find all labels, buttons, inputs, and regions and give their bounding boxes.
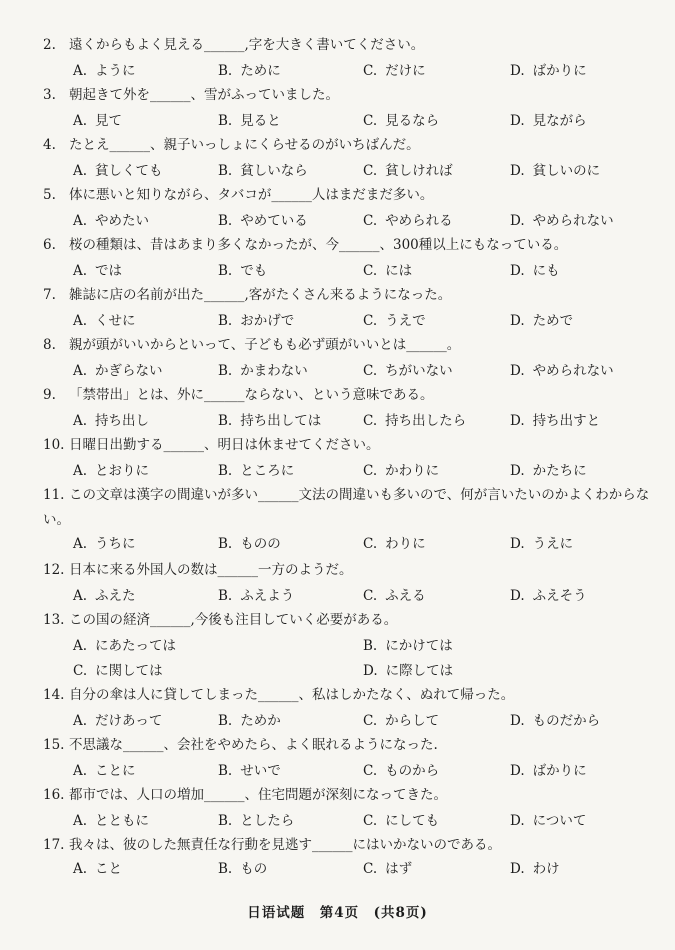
options-row [73,460,663,482]
option-letter: D. [510,63,525,79]
option-letter: D. [510,413,525,429]
option-letter: B. [218,63,233,79]
question-text: 雑誌に店の名前が出た______,客がたくさん来るようになった。 [69,287,452,303]
option-letter: D. [510,313,525,329]
option-letter: D. [510,813,525,829]
option-text: かまわない [240,363,308,379]
option-text: 見るなら [385,113,440,129]
option-text: せいで [240,763,281,779]
option-text: だけあって [95,713,163,729]
option-text: 貧しいなら [240,163,308,179]
question-text: 朝起きて外を______、雪がふっていました。 [69,87,339,103]
option-letter: A. [73,113,88,129]
option-letter: A. [73,313,88,329]
answer-option [510,460,587,482]
question-number: 6. [43,237,56,253]
options-row [73,310,663,332]
answer-option [218,210,308,232]
answer-option [218,810,294,832]
option-text: ように [95,63,136,79]
option-text: 持ち出すと [532,413,601,429]
option-letter: B. [218,713,233,729]
option-text: 貧しくても [95,163,163,179]
option-letter: D. [510,263,525,279]
option-letter: A. [73,263,88,279]
option-letter: D. [510,536,525,552]
options-row [73,760,663,782]
question-stem [43,683,655,707]
option-text: ものの [240,536,281,552]
option-letter: C. [363,363,378,379]
answer-option [218,360,308,382]
option-letter: C. [363,313,378,329]
answer-option [510,585,587,607]
option-text: くせに [95,313,136,329]
option-letter: B. [218,113,233,129]
answer-option [510,710,600,732]
question-text: 不思議な______、会社をやめたら、よく眠れるようになった. [69,737,438,753]
option-letter: C. [363,163,378,179]
option-letter: C. [363,63,378,79]
option-text: では [95,263,123,279]
answer-option [363,460,439,482]
option-letter: B. [218,363,233,379]
answer-option [218,858,267,880]
answer-option [73,260,122,282]
answer-option [510,858,560,880]
option-letter: D. [363,663,378,679]
option-letter: C. [363,536,378,552]
option-text: ところに [240,463,295,479]
option-letter: B. [218,313,233,329]
answer-option [510,60,587,82]
question-number: 17. [43,837,65,853]
answer-option [218,60,281,82]
answer-option [363,635,453,657]
question-stem [43,833,655,857]
option-text: ふえる [385,588,426,604]
options-row [73,810,663,832]
answer-option [510,260,560,282]
question-stem [43,733,655,757]
answer-option [363,110,439,132]
option-text: 持ち出しては [240,413,322,429]
option-text: からして [385,713,440,729]
answer-option [73,60,136,82]
question-stem [43,483,655,533]
option-text: ためで [532,313,574,329]
question-number: 3. [43,87,56,103]
option-letter: B. [218,263,233,279]
answer-option [73,160,163,182]
option-text: に際しては [385,663,454,679]
question-number: 10. [43,437,65,453]
option-text: うえで [385,313,426,329]
option-text: ばかりに [532,763,587,779]
question-number: 12. [43,562,65,578]
option-text: 見ると [240,113,281,129]
option-letter: D. [510,763,525,779]
answer-option [363,60,426,82]
option-letter: D. [510,463,525,479]
options-row [73,210,663,232]
option-text: ために [240,63,281,79]
option-text: こと [95,861,123,877]
option-letter: B. [218,463,233,479]
option-text: うえに [532,536,574,552]
option-letter: C. [363,813,378,829]
option-text: だけに [385,63,426,79]
question-stem [43,33,655,57]
option-letter: A. [73,861,88,877]
option-text: 見て [95,113,123,129]
answer-option [73,110,122,132]
options-row [73,585,663,607]
option-letter: D. [510,861,525,877]
answer-option [73,585,136,607]
answer-option [363,858,412,880]
option-text: やめられない [532,213,614,229]
options-row [73,60,663,82]
option-letter: C. [363,213,378,229]
question-text: 遠くからもよく見える______,字を大きく書いてください。 [69,37,425,53]
option-text: ふえそう [532,588,587,604]
options-row [73,360,663,382]
option-text: やめている [240,213,308,229]
answer-option [363,260,412,282]
option-text: かたちに [532,463,587,479]
answer-option [218,533,281,555]
question-stem [43,608,655,632]
option-letter: A. [73,813,88,829]
option-text: ものだから [532,713,601,729]
option-text: ものから [385,763,440,779]
option-letter: A. [73,536,88,552]
question-number: 16. [43,787,65,803]
option-text: わりに [385,536,426,552]
option-text: にしても [385,813,440,829]
question-text: 親が頭がいいからといって、子どもも必ず頭がいいとは______。 [69,337,461,353]
option-letter: D. [510,363,525,379]
option-text: 持ち出し [95,413,150,429]
question-number: 11. [43,487,65,503]
option-text: かぎらない [95,363,163,379]
answer-option [510,310,573,332]
answer-option [510,810,586,832]
option-letter: C. [363,463,378,479]
question-stem [43,383,655,407]
question-number: 7. [43,287,56,303]
answer-option [510,410,600,432]
option-text: 持ち出したら [385,413,467,429]
option-letter: C. [363,413,378,429]
options-row [73,635,663,657]
option-letter: B. [218,536,233,552]
option-letter: A. [73,463,88,479]
option-text: うちに [95,536,136,552]
answer-option [363,810,439,832]
option-letter: A. [73,213,88,229]
answer-option [218,760,281,782]
option-text: ふえた [95,588,136,604]
answer-option [73,810,149,832]
option-letter: C. [363,588,378,604]
answer-option [73,760,136,782]
answer-option [73,410,149,432]
options-row [73,858,663,880]
answer-option [363,760,439,782]
answer-option [73,210,149,232]
question-text: 自分の傘は人に貸してしまった______、私はしかたなく、ぬれて帰った。 [69,687,515,703]
option-text: でも [240,263,268,279]
option-letter: D. [510,163,525,179]
answer-option [218,710,281,732]
option-letter: A. [73,163,88,179]
question-number: 4. [43,137,56,153]
options-row [73,260,663,282]
option-text: とともに [95,813,150,829]
option-letter: C. [73,663,88,679]
answer-option [363,360,453,382]
option-text: としたら [240,813,295,829]
option-text: には [385,263,413,279]
option-text: はず [385,861,413,877]
option-text: もの [240,861,268,877]
answer-option [510,760,587,782]
options-row [73,410,663,432]
option-letter: B. [363,638,378,654]
question-number: 13. [43,612,65,628]
option-text: ちがいない [385,363,453,379]
option-text: やめられる [385,213,453,229]
option-text: にも [532,263,560,279]
question-stem [43,233,655,257]
question-text: 体に悪いと知りながら、タバコが______人はまだまだ多い。 [69,187,434,203]
options-row [73,660,663,682]
option-letter: A. [73,763,88,779]
question-number: 15. [43,737,65,753]
options-row [73,110,663,132]
question-number: 9. [43,387,56,403]
option-text: ためか [240,713,281,729]
answer-option [73,660,163,682]
option-letter: A. [73,363,88,379]
option-letter: C. [363,763,378,779]
answer-option [363,660,453,682]
answer-option [73,635,176,657]
question-stem [43,783,655,807]
answer-option [363,710,439,732]
answer-option [218,110,281,132]
option-letter: A. [73,63,88,79]
question-stem [43,433,655,457]
option-text: 見ながら [532,113,587,129]
option-letter: C. [363,113,378,129]
answer-option [73,710,162,732]
question-stem [43,333,655,357]
answer-option [73,858,122,880]
question-stem [43,83,655,107]
option-text: ばかりに [532,63,587,79]
question-stem [43,183,655,207]
option-text: に関しては [95,663,163,679]
option-letter: A. [73,588,88,604]
answer-option [510,110,587,132]
question-stem [43,558,655,582]
page-footer: 日语试题 第4页 (共8页) [247,905,428,921]
option-letter: D. [510,588,525,604]
answer-option [510,210,614,232]
option-text: ことに [95,763,136,779]
answer-option [510,360,614,382]
answer-option [510,533,573,555]
question-text: この国の経済______,今後も注目していく必要がある。 [69,612,398,628]
question-text: 日曜日出勤する______、明日は休ませてください。 [69,437,380,453]
question-text: 都市では、人口の増加______、住宅問題が深刻になってきた。 [69,787,447,803]
option-letter: C. [363,713,378,729]
answer-option [363,585,426,607]
question-text: この文章は漢字の間違いが多い______文法の間違いも多いので、何が言いたいのかよくわからない。 [43,487,650,528]
answer-option [218,310,294,332]
option-letter: B. [218,163,233,179]
question-text: 日本に来る外国人の数は______一方のようだ。 [69,562,353,578]
question-number: 5. [43,187,56,203]
answer-option [73,533,136,555]
answer-option [73,460,149,482]
option-letter: D. [510,713,525,729]
option-letter: B. [218,588,233,604]
question-number: 8. [43,337,56,353]
option-letter: C. [363,263,378,279]
option-text: とおりに [95,463,150,479]
option-text: について [532,813,587,829]
answer-option [510,160,600,182]
question-stem [43,133,655,157]
question-text: 「禁帯出」とは、外に______ならない、という意味である。 [69,387,434,403]
option-text: やめられない [532,363,614,379]
question-stem [43,283,655,307]
option-letter: C. [363,861,378,877]
question-text: 桜の種類は、昔はあまり多くなかったが、今______、300種以上にもなっている。 [69,237,568,253]
option-text: わけ [532,861,560,877]
option-letter: B. [218,763,233,779]
answer-option [73,310,136,332]
option-letter: B. [218,213,233,229]
options-row [73,710,663,732]
option-letter: D. [510,213,525,229]
option-text: おかげで [240,313,295,329]
answer-option [363,210,453,232]
option-text: にあたっては [95,638,177,654]
answer-option [363,533,426,555]
option-letter: A. [73,713,88,729]
option-letter: A. [73,413,88,429]
option-letter: B. [218,813,233,829]
options-row [73,160,663,182]
options-row [73,533,663,555]
answer-option [218,160,308,182]
option-text: 貧しければ [385,163,453,179]
option-text: かわりに [385,463,440,479]
answer-option [73,360,163,382]
answer-option [218,585,294,607]
answer-option [363,310,426,332]
answer-option [363,410,466,432]
answer-option [218,410,321,432]
option-text: にかけては [385,638,453,654]
option-letter: D. [510,113,525,129]
answer-option [218,260,267,282]
option-letter: A. [73,638,88,654]
question-text: たとえ______、親子いっしょにくらせるのがいちばんだ。 [69,137,420,153]
option-text: ふえよう [240,588,295,604]
question-number: 2. [43,37,56,53]
option-text: やめたい [95,213,150,229]
option-letter: B. [218,861,233,877]
question-text: 我々は、彼のした無責任な行動を見逃す______にはいかないのである。 [69,837,501,853]
option-text: 貧しいのに [532,163,601,179]
answer-option [363,160,453,182]
option-letter: B. [218,413,233,429]
answer-option [218,460,294,482]
question-number: 14. [43,687,65,703]
